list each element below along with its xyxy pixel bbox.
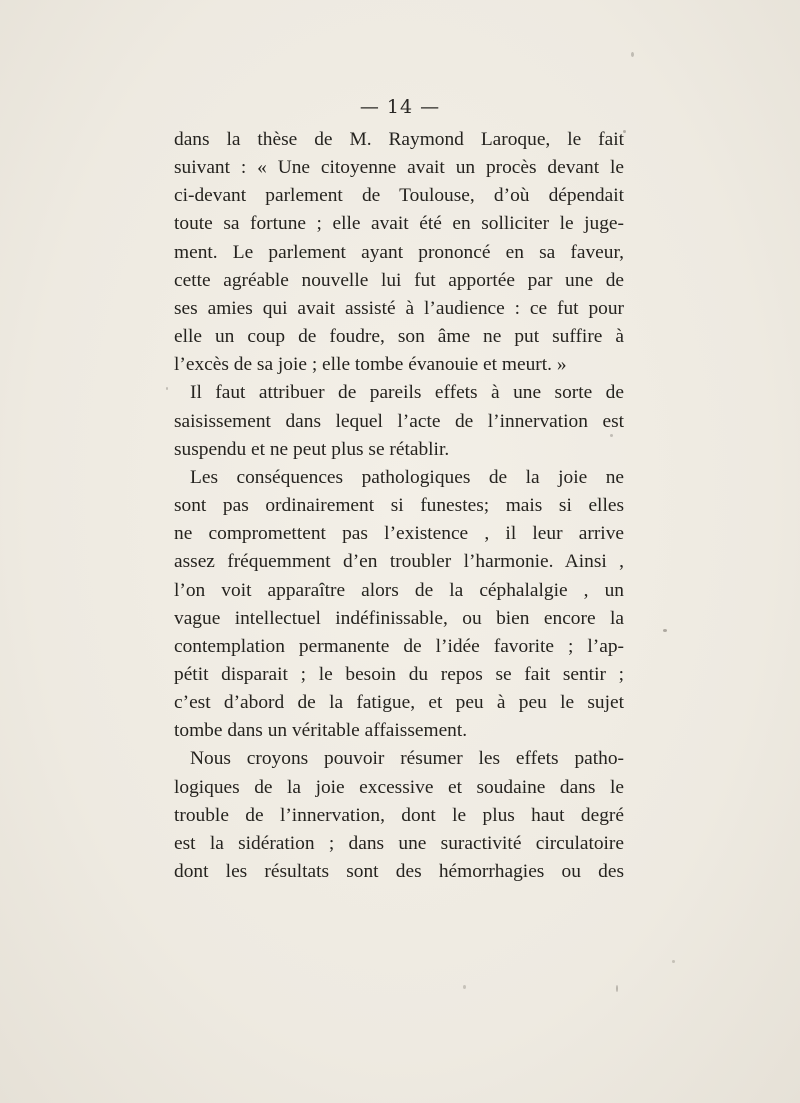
text-line: ses amies qui avait assisté à l’audience : ce fut pour: [174, 297, 624, 319]
text-line: elle un coup de foudre, son âme ne put suffire à: [174, 326, 624, 348]
text-line: ment. Le parlement ayant prononcé en sa faveur,: [174, 241, 624, 263]
text-line: contemplation permanente de l’idée favorite ; l’ap-: [174, 635, 624, 657]
text-line: vague intellectuel indéfinissable, ou bien encore la: [174, 607, 624, 629]
text-line: l’excès de sa joie ; elle tombe évanouie et meurt. »: [174, 354, 567, 376]
text-line: Nous croyons pouvoir résumer les effets patho-: [190, 748, 624, 770]
text-line: suspendu et ne peut plus se rétablir.: [174, 438, 450, 460]
text-line: logiques de la joie excessive et soudaine dans le: [174, 776, 624, 798]
text-line: cette agréable nouvelle lui fut apportée par une de: [174, 269, 624, 291]
paper-speck: [463, 985, 466, 989]
text-line: tombe dans un véritable affaissement.: [174, 720, 468, 742]
paper-speck: [166, 387, 168, 390]
body-text: [174, 126, 624, 886]
text-line: Il faut attribuer de pareils effets à une sorte de: [190, 382, 624, 404]
paper-speck: [610, 434, 613, 437]
paper-speck: [663, 629, 667, 632]
paper-speck: [672, 960, 675, 963]
text-line: sont pas ordinairement si funestes; mais si elles: [174, 495, 624, 517]
paper-speck: [623, 130, 626, 133]
paper-speck: [616, 985, 618, 992]
text-line: suivant : « Une citoyenne avait un procès devant le: [174, 157, 624, 179]
text-line: Les conséquences pathologiques de la joie ne: [190, 466, 624, 488]
text-line: ne compromettent pas l’existence , il leur arrive: [174, 523, 624, 545]
text-line: c’est d’abord de la fatigue, et peu à peu le sujet: [174, 692, 624, 714]
text-line: pétit disparait ; le besoin du repos se fait sentir ;: [174, 663, 624, 685]
text-line: trouble de l’innervation, dont le plus haut degré: [174, 804, 624, 826]
text-line: dans la thèse de M. Raymond Laroque, le fait: [174, 129, 624, 150]
text-line: ci-devant parlement de Toulouse, d’où dépendait: [174, 185, 624, 207]
text-line: l’on voit apparaître alors de la céphalalgie , un: [174, 579, 624, 601]
text-line: saisissement dans lequel l’acte de l’innervation est: [174, 410, 624, 432]
text-line: dont les résultats sont des hémorrhagies ou des: [174, 861, 624, 883]
text-line: toute sa fortune ; elle avait été en solliciter le juge-: [174, 213, 624, 235]
text-line: est la sidération ; dans une suractivité circulatoire: [174, 832, 624, 854]
text-line: assez fréquemment d’en troubler l’harmonie. Ainsi ,: [174, 551, 624, 573]
paper-speck: [631, 52, 634, 57]
page-number: — 14 —: [359, 96, 441, 118]
